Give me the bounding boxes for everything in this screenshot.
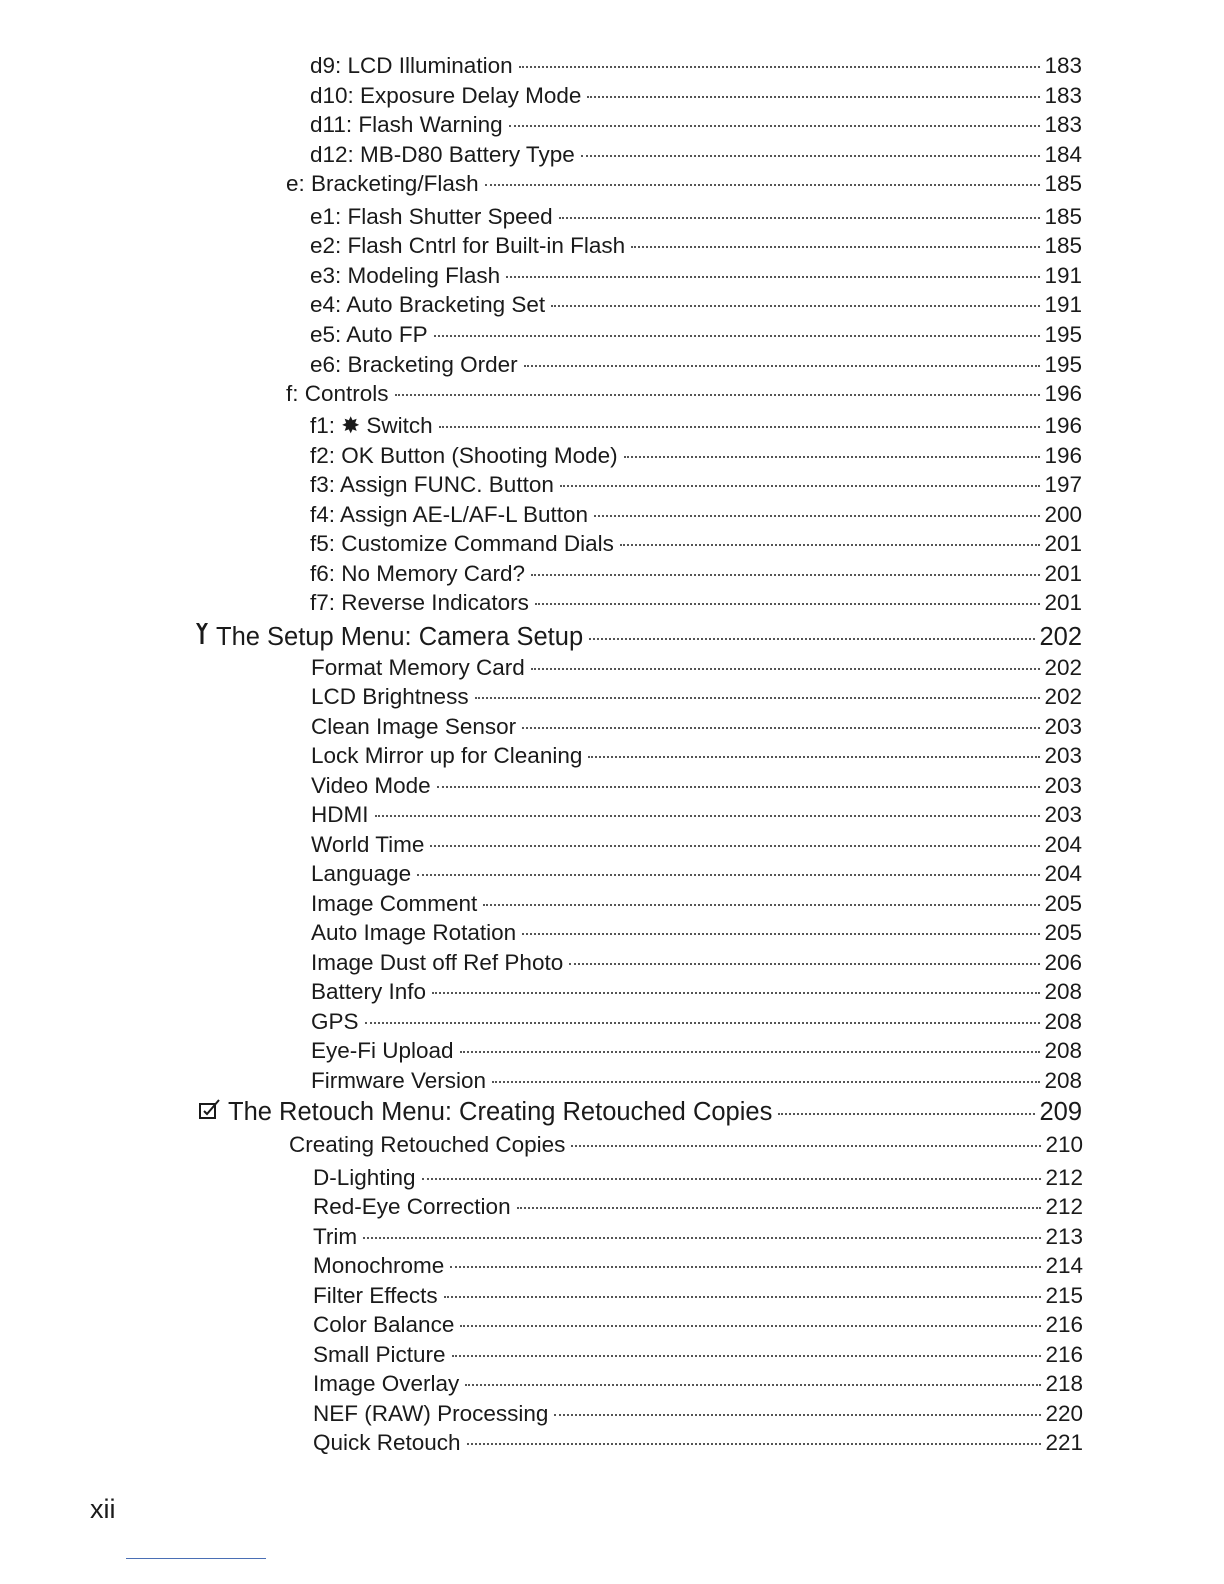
toc-entry-page: 203 xyxy=(1044,743,1082,768)
dot-leader xyxy=(587,96,1040,98)
toc-entry xyxy=(313,1371,1083,1397)
toc-entry-label: Auto Image Rotation xyxy=(311,920,517,945)
toc-entry-label: Firmware Version xyxy=(311,1068,487,1093)
toc-entry xyxy=(311,714,1082,740)
toc-entry xyxy=(310,590,1082,616)
toc-entry-label: Image Overlay xyxy=(313,1371,460,1396)
toc-entry-label: e4: Auto Bracketing Set xyxy=(310,292,546,317)
toc-entry xyxy=(310,561,1082,587)
toc-entry-page: 206 xyxy=(1044,950,1082,975)
toc-section-heading xyxy=(198,1098,1082,1127)
toc-entry xyxy=(311,802,1082,828)
dot-leader xyxy=(569,963,1040,965)
toc-entry xyxy=(313,1312,1083,1338)
toc-entry-page: 212 xyxy=(1045,1194,1083,1219)
toc-entry xyxy=(310,413,1082,439)
dot-leader xyxy=(437,786,1041,788)
dot-leader xyxy=(485,184,1041,186)
toc-entry xyxy=(311,832,1082,858)
toc-entry xyxy=(310,112,1082,138)
toc-entry xyxy=(311,920,1082,946)
toc-entry-label: Battery Info xyxy=(311,979,427,1004)
toc-entry-page: 209 xyxy=(1039,1098,1082,1126)
toc-entry-label: HDMI xyxy=(311,802,369,827)
toc-entry-page: 197 xyxy=(1044,472,1082,497)
toc-entry-page: 195 xyxy=(1044,352,1082,377)
dot-leader xyxy=(460,1051,1041,1053)
footer-divider xyxy=(126,1558,266,1559)
toc-entry xyxy=(311,979,1082,1005)
dot-leader xyxy=(535,603,1041,605)
wrench-icon xyxy=(194,621,210,652)
toc-entry-page: 191 xyxy=(1044,263,1082,288)
toc-entry-page: 183 xyxy=(1044,53,1082,78)
toc-entry-label: f5: Customize Command Dials xyxy=(310,531,614,556)
toc-entry-label: d12: MB-D80 Battery Type xyxy=(310,142,575,167)
toc-entry-page: 208 xyxy=(1044,1038,1082,1063)
toc-entry-page: 208 xyxy=(1044,1068,1082,1093)
toc-entry-page: 203 xyxy=(1044,773,1082,798)
dot-leader xyxy=(581,155,1041,157)
toc-entry xyxy=(310,292,1082,318)
dot-leader xyxy=(475,697,1041,699)
toc-entry-label: Video Mode xyxy=(311,773,431,798)
toc-entry xyxy=(313,1224,1083,1250)
toc-entry-page: 202 xyxy=(1044,655,1082,680)
toc-entry-label: Red-Eye Correction xyxy=(313,1194,511,1219)
dot-leader xyxy=(363,1237,1041,1239)
dot-leader xyxy=(365,1022,1041,1024)
dot-leader xyxy=(434,335,1041,337)
toc-entry-label: d9: LCD Illumination xyxy=(310,53,513,78)
dot-leader xyxy=(483,904,1040,906)
dot-leader xyxy=(531,574,1040,576)
dot-leader xyxy=(554,1414,1041,1416)
dot-leader xyxy=(509,125,1041,127)
dot-leader xyxy=(524,365,1041,367)
toc-entry xyxy=(310,443,1082,469)
toc-entry-page: 204 xyxy=(1044,832,1082,857)
toc-entry xyxy=(313,1401,1083,1427)
toc-entry-label: Creating Retouched Copies xyxy=(289,1132,566,1157)
dot-leader xyxy=(375,815,1041,817)
dot-leader xyxy=(522,727,1040,729)
toc-entry-page: 218 xyxy=(1045,1371,1083,1396)
toc-entry xyxy=(310,233,1082,259)
toc-entry-label: d10: Exposure Delay Mode xyxy=(310,83,582,108)
dot-leader xyxy=(588,756,1040,758)
toc-entry-label: Quick Retouch xyxy=(313,1430,461,1455)
toc-entry xyxy=(310,263,1082,289)
dot-leader xyxy=(551,305,1040,307)
toc-entry-page: 205 xyxy=(1044,920,1082,945)
toc-entry-label: Eye-Fi Upload xyxy=(311,1038,454,1063)
dot-leader xyxy=(778,1113,1035,1115)
dot-leader xyxy=(432,992,1040,994)
toc-entry-page: 185 xyxy=(1044,204,1082,229)
toc-entry xyxy=(311,891,1082,917)
dot-leader xyxy=(559,217,1041,219)
toc-entry xyxy=(311,861,1082,887)
toc-entry-page: 213 xyxy=(1045,1224,1083,1249)
toc-entry-label: e1: Flash Shutter Speed xyxy=(310,204,553,229)
toc-entry xyxy=(311,655,1082,681)
toc-entry xyxy=(310,472,1082,498)
dot-leader xyxy=(571,1145,1041,1147)
toc-entry xyxy=(289,1132,1083,1158)
toc-entry-label: f: Controls xyxy=(286,381,389,406)
dot-leader xyxy=(624,456,1041,458)
toc-entry-page: 208 xyxy=(1044,979,1082,1004)
toc-entry-label: f7: Reverse Indicators xyxy=(310,590,529,615)
toc-entry-label: f2: OK Button (Shooting Mode) xyxy=(310,443,618,468)
toc-entry-label: Monochrome xyxy=(313,1253,445,1278)
toc-entry xyxy=(311,1038,1082,1064)
toc-entry xyxy=(313,1430,1083,1456)
toc-entry-label: Language xyxy=(311,861,412,886)
toc-entry xyxy=(310,204,1082,230)
toc-entry-label: Image Dust off Ref Photo xyxy=(311,950,564,975)
toc-entry xyxy=(310,53,1082,79)
toc-entry-label: D-Lighting xyxy=(313,1165,416,1190)
toc-entry xyxy=(313,1342,1083,1368)
toc-entry xyxy=(310,322,1082,348)
toc-entry-label: e2: Flash Cntrl for Built-in Flash xyxy=(310,233,626,258)
toc-entry-label: d11: Flash Warning xyxy=(310,112,503,137)
dot-leader xyxy=(417,874,1040,876)
toc-entry-label: f6: No Memory Card? xyxy=(310,561,526,586)
toc-entry-label: Lock Mirror up for Cleaning xyxy=(311,743,583,768)
toc-entry-page: 214 xyxy=(1045,1253,1083,1278)
toc-entry-label: The Setup Menu: Camera Setup xyxy=(216,623,584,651)
toc-entry-label: Color Balance xyxy=(313,1312,455,1337)
toc-entry-page: 196 xyxy=(1044,413,1082,438)
toc-entry-page: 203 xyxy=(1044,802,1082,827)
toc-entry-page: 201 xyxy=(1044,531,1082,556)
toc-entry-page: 196 xyxy=(1044,443,1082,468)
toc-entry xyxy=(313,1194,1083,1220)
toc-entry-page: 196 xyxy=(1044,381,1082,406)
dot-leader xyxy=(589,638,1035,640)
toc-entry-page: 201 xyxy=(1044,561,1082,586)
toc-entry-label: World Time xyxy=(311,832,425,857)
toc-entry-label: GPS xyxy=(311,1009,359,1034)
dot-leader xyxy=(460,1325,1041,1327)
toc-entry-page: 216 xyxy=(1045,1312,1083,1337)
toc-section-heading xyxy=(194,621,1082,652)
toc-entry xyxy=(311,1068,1082,1094)
dot-leader xyxy=(492,1081,1040,1083)
toc-entry-page: 200 xyxy=(1044,502,1082,527)
dot-leader xyxy=(422,1178,1042,1180)
dot-leader xyxy=(531,668,1041,670)
toc-entry xyxy=(311,684,1082,710)
dot-leader xyxy=(465,1384,1041,1386)
toc-entry-label: Filter Effects xyxy=(313,1283,438,1308)
toc-entry-page: 201 xyxy=(1044,590,1082,615)
toc-entry xyxy=(311,950,1082,976)
toc-entry-page: 183 xyxy=(1044,112,1082,137)
toc-entry-page: 202 xyxy=(1039,623,1082,651)
toc-entry xyxy=(286,171,1082,197)
dot-leader xyxy=(594,515,1040,517)
dot-leader xyxy=(430,845,1040,847)
toc-entry-label: e5: Auto FP xyxy=(310,322,428,347)
toc-entry-page: 191 xyxy=(1044,292,1082,317)
toc-entry-label: f4: Assign AE-L/AF-L Button xyxy=(310,502,589,527)
dot-leader xyxy=(450,1266,1041,1268)
page-number: xii xyxy=(90,1494,116,1524)
toc-entry-page: 195 xyxy=(1044,322,1082,347)
toc-entry-label: e6: Bracketing Order xyxy=(310,352,518,377)
toc-entry-label: NEF (RAW) Processing xyxy=(313,1401,549,1426)
toc-entry-label: Small Picture xyxy=(313,1342,446,1367)
toc-entry xyxy=(313,1283,1083,1309)
toc-entry-page: 220 xyxy=(1045,1401,1083,1426)
toc-entry-page: 204 xyxy=(1044,861,1082,886)
toc-entry xyxy=(313,1165,1083,1191)
toc-entry-label: f3: Assign FUNC. Button xyxy=(310,472,554,497)
toc-entry-label: LCD Brightness xyxy=(311,684,469,709)
dot-leader xyxy=(631,246,1040,248)
toc-entry xyxy=(310,531,1082,557)
dot-leader xyxy=(522,933,1040,935)
toc-entry-page: 185 xyxy=(1044,233,1082,258)
toc-entry-page: 216 xyxy=(1045,1342,1083,1367)
toc-entry xyxy=(310,83,1082,109)
toc-entry xyxy=(286,381,1082,407)
retouch-icon xyxy=(198,1098,222,1127)
dot-leader xyxy=(560,485,1041,487)
toc-entry xyxy=(311,773,1082,799)
toc-entry-page: 210 xyxy=(1045,1132,1083,1157)
toc-entry-page: 185 xyxy=(1044,171,1082,196)
dot-leader xyxy=(517,1207,1042,1209)
toc-entry xyxy=(313,1253,1083,1279)
toc-entry xyxy=(310,352,1082,378)
toc-entry xyxy=(310,142,1082,168)
toc-entry xyxy=(311,1009,1082,1035)
dot-leader xyxy=(439,426,1041,428)
toc-entry-page: 221 xyxy=(1045,1430,1083,1455)
toc-entry-label: e: Bracketing/Flash xyxy=(286,171,479,196)
toc-entry-page: 205 xyxy=(1044,891,1082,916)
toc-entry-page: 208 xyxy=(1044,1009,1082,1034)
dot-leader xyxy=(506,276,1040,278)
toc-entry-label: Image Comment xyxy=(311,891,478,916)
toc-entry-page: 203 xyxy=(1044,714,1082,739)
toc-entry xyxy=(311,743,1082,769)
dot-leader xyxy=(519,66,1041,68)
dot-leader xyxy=(452,1355,1042,1357)
toc-entry-label: The Retouch Menu: Creating Retouched Copies xyxy=(228,1098,773,1126)
toc-entry-label: f1: ✸ Switch xyxy=(310,413,433,438)
toc-entry-label: e3: Modeling Flash xyxy=(310,263,501,288)
dot-leader xyxy=(620,544,1041,546)
dot-leader xyxy=(467,1443,1042,1445)
toc-entry-page: 215 xyxy=(1045,1283,1083,1308)
toc-entry-page: 202 xyxy=(1044,684,1082,709)
dot-leader xyxy=(395,394,1041,396)
toc-entry-label: Clean Image Sensor xyxy=(311,714,517,739)
toc-entry-page: 212 xyxy=(1045,1165,1083,1190)
toc-entry-label: Trim xyxy=(313,1224,358,1249)
toc-entry-page: 184 xyxy=(1044,142,1082,167)
toc-entry xyxy=(310,502,1082,528)
dot-leader xyxy=(444,1296,1042,1298)
toc-entry-label: Format Memory Card xyxy=(311,655,525,680)
toc-entry-page: 183 xyxy=(1044,83,1082,108)
